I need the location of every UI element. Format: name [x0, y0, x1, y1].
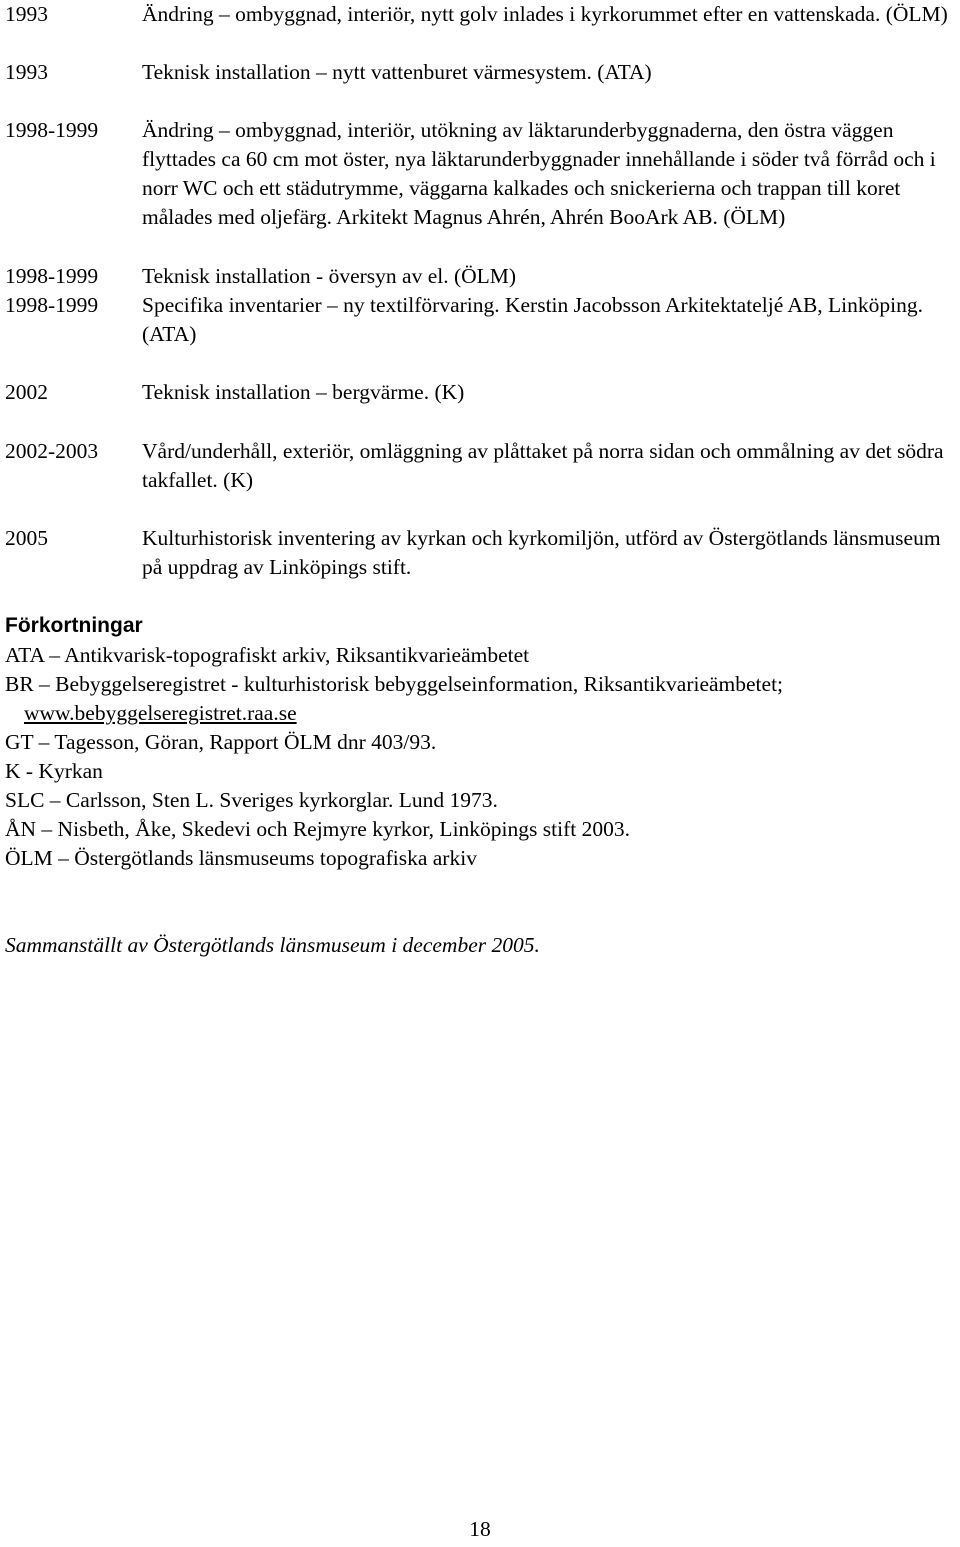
history-entry: [5, 291, 955, 349]
entry-year: 1998-1999: [5, 118, 99, 142]
history-entry: [5, 58, 955, 87]
entry-text: Ändring – ombyggnad, interiör, nytt golv inlades i kyrkorummet efter en vattenskada. (ÖLM): [142, 2, 948, 26]
history-entry: [5, 437, 955, 495]
abbreviation-gt: GT – Tagesson, Göran, Rapport ÖLM dnr 403/93.: [5, 730, 437, 754]
page-number: 18: [469, 1517, 491, 1541]
abbreviation-ata: ATA – Antikvarisk-topografiskt arkiv, Riksantikvarieämbetet: [5, 643, 530, 667]
entry-year: 2002-2003: [5, 439, 99, 463]
abbreviation-olm: ÖLM – Östergötlands länsmuseums topografiska arkiv: [5, 846, 477, 870]
signature-line: Sammanställt av Östergötlands länsmuseum i december 2005.: [5, 933, 540, 957]
entry-text: Kulturhistorisk inventering av kyrkan och kyrkomiljön, utförd av Östergötlands länsmuseum på uppdrag av Linköpings stift.: [142, 526, 941, 579]
entry-text: Teknisk installation – bergvärme. (K): [142, 380, 465, 404]
entry-text: Teknisk installation - översyn av el. (ÖLM): [142, 264, 517, 288]
history-entry: [5, 0, 955, 29]
abbreviation-br-link-line: [5, 699, 960, 728]
entry-text: Teknisk installation – nytt vattenburet värmesystem. (ATA): [142, 60, 652, 84]
entry-year: 1993: [5, 2, 48, 26]
history-entry: [5, 116, 955, 232]
entry-text: Specifika inventarier – ny textilförvaring. Kerstin Jacobsson Arkitektateljé AB, Linköping. (ATA): [142, 293, 923, 346]
abbreviation-br: BR – Bebyggelseregistret - kulturhistorisk bebyggelseinformation, Riksantikvarieämbetet;: [5, 672, 784, 696]
history-entry: [5, 524, 955, 582]
abbreviation-slc: SLC – Carlsson, Sten L. Sveriges kyrkorglar. Lund 1973.: [5, 788, 498, 812]
history-entry: [5, 378, 955, 407]
entry-year: 1993: [5, 60, 48, 84]
abbreviation-an: ÅN – Nisbeth, Åke, Skedevi och Rejmyre kyrkor, Linköpings stift 2003.: [5, 817, 630, 841]
entry-text: Vård/underhåll, exteriör, omläggning av plåttaket på norra sidan och ommålning av det södra takfallet. (K): [142, 439, 944, 492]
history-entry: [5, 262, 955, 291]
entry-year: 2005: [5, 526, 48, 550]
entry-year: 1998-1999: [5, 264, 99, 288]
abbreviations-heading: Förkortningar: [5, 614, 143, 637]
entry-text: Ändring – ombyggnad, interiör, utökning av läktarunderbyggnaderna, den östra väggen flyttades ca 60 cm mot öster, nya läktarunderbyggnader innehållande i söder två förråd och i norr WC och ett städutrymme, väggarna kalkades och snickerierna och trappan till koret målades med oljefärg. Arkitekt Magnus Ahrén, Ahrén BooArk AB. (ÖLM): [142, 118, 936, 229]
abbreviation-k: K - Kyrkan: [5, 759, 103, 783]
entry-year: 1998-1999: [5, 293, 99, 317]
bebyggelseregistret-link[interactable]: www.bebyggelseregistret.raa.se: [24, 701, 297, 725]
entry-year: 2002: [5, 380, 48, 404]
